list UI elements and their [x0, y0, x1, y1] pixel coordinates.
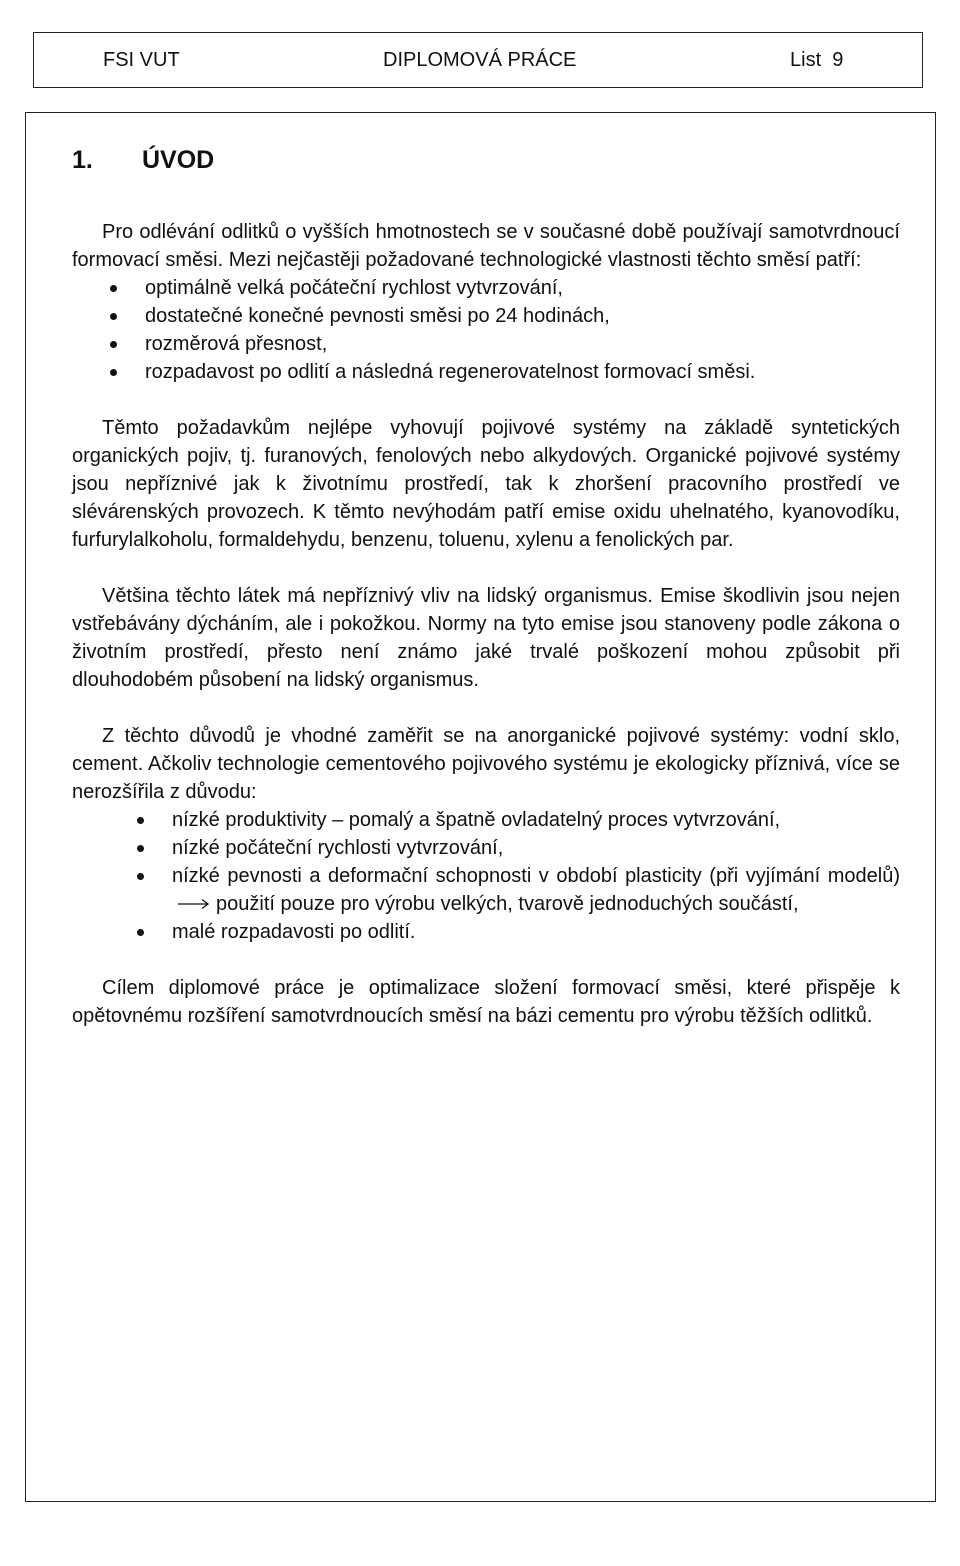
list-item: malé rozpadavosti po odlití. — [72, 918, 900, 946]
page-header — [33, 32, 923, 88]
reasons-list — [72, 806, 900, 946]
list-item: dostatečné konečné pevnosti směsi po 24 hodinách, — [72, 302, 900, 330]
document-body — [72, 218, 900, 1030]
reason-text-start: nízké pevnosti a deformační schopnosti v období plasticity (při vyjímání modelů) — [172, 865, 900, 887]
section-title: ÚVOD — [142, 146, 215, 174]
section-number: 1. — [72, 146, 93, 174]
header-page-number: List 9 — [790, 49, 844, 71]
list-item: optimálně velká počáteční rychlost vytvrzování, — [72, 274, 900, 302]
properties-list — [72, 274, 900, 386]
header-institution: FSI VUT — [103, 49, 180, 71]
paragraph-goal: Cílem diplomové práce je optimalizace složení formovací směsi, které přispěje k opětovnému rozšíření samotvrdnoucích směsí na bázi cementu pro výrobu těžších odlitků. — [72, 977, 900, 1027]
reason-text-end: použití pouze pro výrobu velkých, tvarově jednoduchých součástí, — [216, 893, 799, 915]
section-heading — [72, 146, 214, 175]
header-document-type: DIPLOMOVÁ PRÁCE — [383, 49, 577, 71]
list-item — [72, 862, 900, 918]
list-item: nízké produktivity – pomalý a špatně ovladatelný proces vytvrzování, — [72, 806, 900, 834]
intro-paragraph: Pro odlévání odlitků o vyšších hmotnostech se v současné době používají samotvrdnoucí formovací směsi. Mezi nejčastěji požadované technologické vlastnosti těchto směsí patří: — [72, 221, 900, 271]
list-item: rozpadavost po odlití a následná regenerovatelnost formovací směsi. — [72, 358, 900, 386]
paragraph-inorganic: Z těchto důvodů je vhodné zaměřit se na anorganické pojivové systémy: vodní sklo, cement. Ačkoliv technologie cementového pojivového systému je ekologicky příznivá, více se nerozšířila z důvodu: — [72, 725, 900, 803]
right-arrow-icon — [176, 897, 212, 911]
list-item: nízké počáteční rychlosti vytvrzování, — [72, 834, 900, 862]
paragraph-binders: Těmto požadavkům nejlépe vyhovují pojivové systémy na základě syntetických organických pojiv, tj. furanových, fenolových nebo alkydových. Organické pojivové systémy jsou nepříznivé jak k životnímu prostředí, tak k zhoršení pracovního prostředí ve slévárenských provozech. K těmto nevýhodám patří emise oxidu uhelnatého, kyanovodíku, furfurylalkoholu, formaldehydu, benzenu, toluenu, xylenu a fenolických par. — [72, 417, 900, 551]
list-item: rozměrová přesnost, — [72, 330, 900, 358]
paragraph-health: Většina těchto látek má nepříznivý vliv na lidský organismus. Emise škodlivin jsou nejen vstřebávány dýcháním, ale i pokožkou. Normy na tyto emise jsou stanoveny podle zákona o životním prostředí, přesto není známo jaké trvalé poškození mohou způsobit při dlouhodobém působení na lidský organismus. — [72, 585, 900, 691]
